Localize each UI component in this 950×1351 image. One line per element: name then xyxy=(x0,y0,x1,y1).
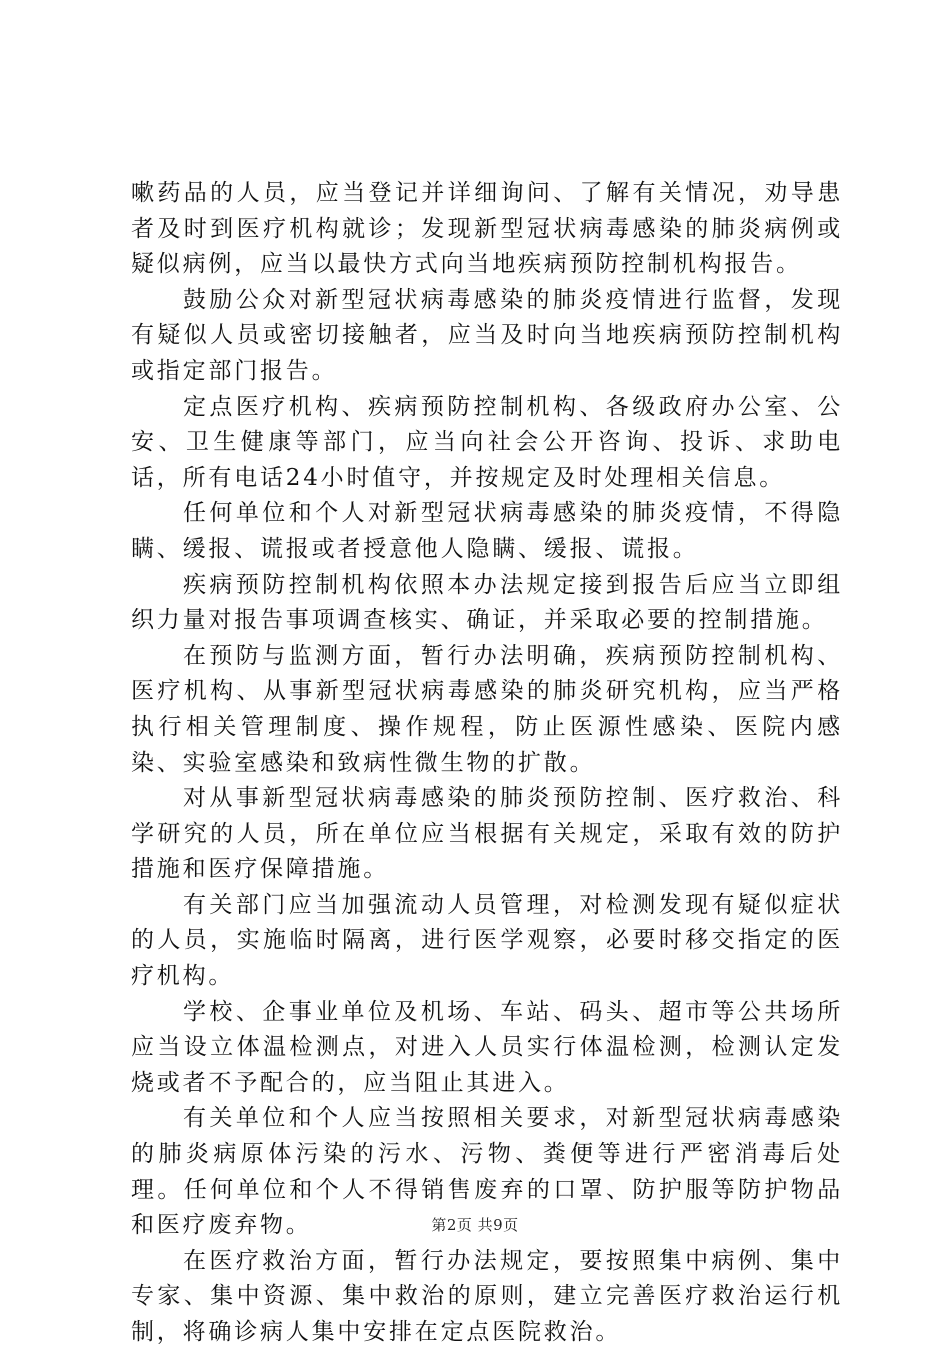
paragraph: 任何单位和个人对新型冠状病毒感染的肺炎疫情，不得隐瞒、缓报、谎报或者授意他人隐瞒、缓报、谎报。 xyxy=(131,500,843,562)
paragraph: 鼓励公众对新型冠状病毒感染的肺炎疫情进行监督，发现有疑似人员或密切接触者，应当及时向当地疾病预防控制机构或指定部门报告。 xyxy=(131,286,843,384)
paragraph: 嗽药品的人员，应当登记并详细询问、了解有关情况，劝导患者及时到医疗机构就诊；发现新型冠状病毒感染的肺炎病例或疑似病例，应当以最快方式向当地疾病预防控制机构报告。 xyxy=(131,180,843,278)
paragraph: 学校、企事业单位及机场、车站、码头、超市等公共场所应当设立体温检测点，对进入人员实行体温检测，检测认定发烧或者不予配合的，应当阻止其进入。 xyxy=(131,998,843,1096)
paragraph: 定点医疗机构、疾病预防控制机构、各级政府办公室、公安、卫生健康等部门，应当向社会公开咨询、投诉、求助电话，所有电话24小时值守，并按规定及时处理相关信息。 xyxy=(131,393,843,491)
paragraph: 有关单位和个人应当按照相关要求，对新型冠状病毒感染的肺炎病原体污染的污水、污物、粪便等进行严密消毒后处理。任何单位和个人不得销售废弃的口罩、防护服等防护物品和医疗废弃物。 xyxy=(131,1105,843,1239)
paragraph: 有关部门应当加强流动人员管理，对检测发现有疑似症状的人员，实施临时隔离，进行医学观察，必要时移交指定的医疗机构。 xyxy=(131,891,843,990)
paragraph: 对从事新型冠状病毒感染的肺炎预防控制、医疗救治、科学研究的人员，所在单位应当根据有关规定，采取有效的防护措施和医疗保障措施。 xyxy=(131,785,843,883)
paragraph: 疾病预防控制机构依照本办法规定接到报告后应当立即组织力量对报告事项调查核实、确证，并采取必要的控制措施。 xyxy=(131,571,843,634)
paragraph: 在医疗救治方面，暂行办法规定，要按照集中病例、集中专家、集中资源、集中救治的原则，建立完善医疗救治运行机制，将确诊病人集中安排在定点医院救治。 xyxy=(131,1247,843,1345)
paragraph: 在预防与监测方面，暂行办法明确，疾病预防控制机构、医疗机构、从事新型冠状病毒感染的肺炎研究机构，应当严格执行相关管理制度、操作规程，防止医源性感染、医院内感染、实验室感染和致病性微生物的扩散。 xyxy=(131,642,843,776)
document-body xyxy=(131,176,843,1351)
page-number-footer: 第2页 共9页 xyxy=(431,1216,519,1234)
